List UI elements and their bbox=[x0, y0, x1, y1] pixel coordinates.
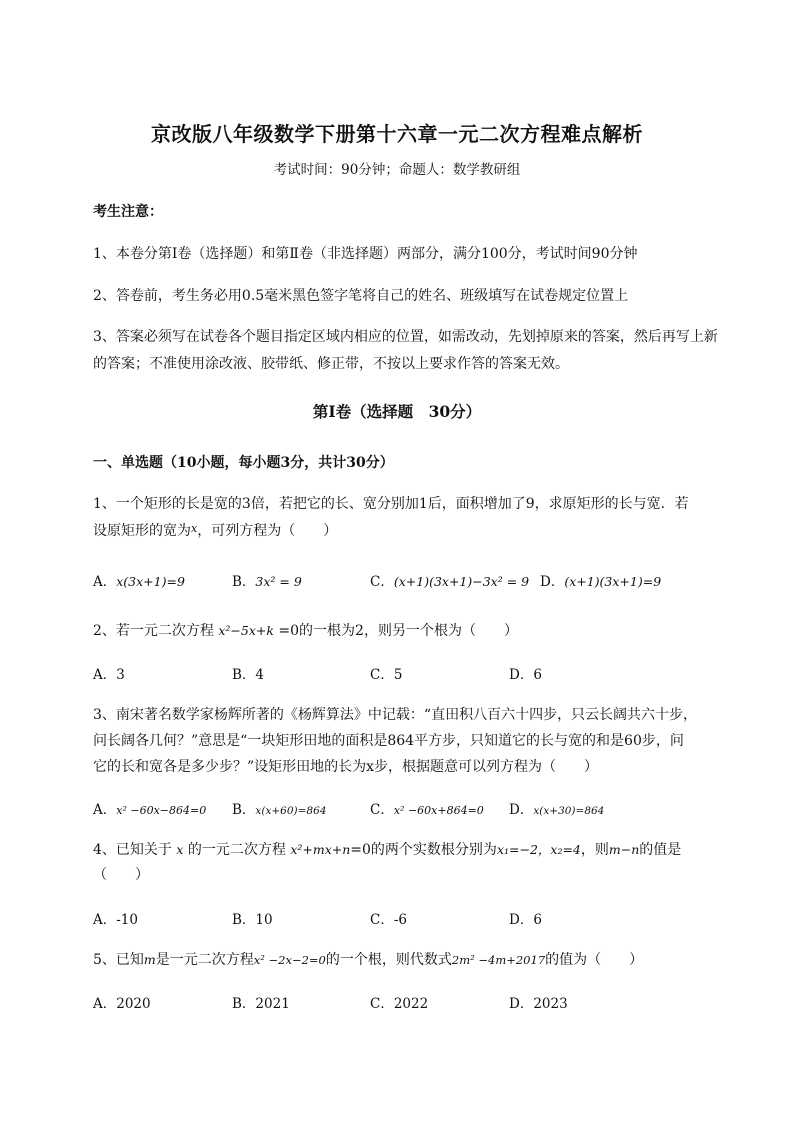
q1-variable: x bbox=[191, 522, 198, 535]
q4-option-d[interactable]: D．6 bbox=[509, 912, 542, 928]
q1-option-d-math: (x+1)(3x+1)=9 bbox=[564, 574, 662, 589]
q5-option-b[interactable]: B．2021 bbox=[232, 996, 290, 1012]
q5-equation: x² −2x−2=0 bbox=[253, 953, 326, 967]
q4-stem-pre: 4、已知关于 bbox=[93, 842, 177, 858]
q4-stem-line-2: （ ） bbox=[93, 867, 149, 883]
q2-option-b[interactable]: B．4 bbox=[232, 667, 265, 683]
q5-option-d[interactable]: D．2023 bbox=[509, 996, 568, 1012]
q5-stem-mid2: 的一个根，则代数式 bbox=[325, 952, 452, 968]
q4-stem-mid3: ，则 bbox=[580, 842, 609, 858]
q3-stem-line-3: 它的长和宽各是多少步？”设矩形田地的长为x步，根据题意可以列方程为（ ） bbox=[93, 759, 599, 775]
q3-stem-line-2: 问长阔各几何？”意思是“一块矩形田地的面积是864平方步，只知道它的长与宽的和是60步，问 bbox=[93, 733, 684, 749]
q3-option-d[interactable] bbox=[509, 798, 604, 818]
notice-item-2: 2、答卷前，考生务必用0.5毫米黑色签字笔将自己的姓名、班级填写在试卷规定位置上 bbox=[93, 288, 629, 304]
notice-item-3-line-1: 3、答案必须写在试卷各个题目指定区域内相应的位置，如需改动，先划掉原来的答案，然后再写上新 bbox=[93, 329, 718, 345]
page-subtitle: 考试时间：90分钟；命题人：数学教研组 bbox=[273, 162, 521, 178]
q1-stem-pre: 设原矩形的宽为 bbox=[93, 523, 191, 539]
q4-expression: m−n bbox=[608, 842, 640, 857]
q3-option-d-math: x(x+30)=864 bbox=[533, 805, 605, 817]
q4-stem-post: 的值是 bbox=[639, 842, 682, 858]
q4-stem-mid2: =0的两个实数根分别为 bbox=[350, 842, 497, 858]
q1-option-b-math: 3x² = 9 bbox=[255, 574, 302, 589]
q4-option-b[interactable]: B．10 bbox=[232, 912, 273, 928]
q1-option-a[interactable] bbox=[93, 570, 185, 590]
q1-option-a-math: x(3x+1)=9 bbox=[116, 574, 185, 589]
q2-option-d[interactable]: D．6 bbox=[509, 667, 542, 683]
q1-option-c[interactable] bbox=[370, 570, 529, 590]
q1-option-d[interactable] bbox=[540, 570, 661, 590]
q3-option-a-label: A． bbox=[93, 802, 117, 818]
q2-equation: x²−5x+k bbox=[218, 623, 274, 638]
q2-option-c[interactable]: C．5 bbox=[370, 667, 403, 683]
q5-option-a[interactable]: A．2020 bbox=[93, 996, 151, 1012]
q3-option-b-label: B． bbox=[232, 802, 256, 818]
q3-option-c-math: x² −60x+864=0 bbox=[393, 804, 484, 817]
section-title: 第Ⅰ卷（选择题 30分） bbox=[312, 402, 482, 421]
q1-stem-line-2 bbox=[93, 520, 337, 540]
q4-roots: x₁=−2，x₂=4 bbox=[496, 842, 581, 857]
q2-option-a[interactable]: A．3 bbox=[93, 667, 125, 683]
q4-stem-mid: 的一元二次方程 bbox=[183, 842, 291, 858]
q3-stem-line-1: 3、南宋著名数学家杨辉所著的《杨辉算法》中记载：“直田积八百六十四步，只云长阔共六十步， bbox=[93, 707, 698, 723]
q3-option-c[interactable] bbox=[370, 798, 484, 818]
q1-option-b-label: B． bbox=[232, 574, 256, 590]
q1-option-d-label: D． bbox=[540, 574, 565, 590]
q3-option-b-math: x(x+60)=864 bbox=[255, 805, 327, 817]
page-title: 京改版八年级数学下册第十六章一元二次方程难点解析 bbox=[151, 122, 643, 146]
q5-option-c[interactable]: C．2022 bbox=[370, 996, 429, 1012]
q3-option-a[interactable] bbox=[93, 798, 206, 818]
q3-option-a-math: x² −60x−864=0 bbox=[116, 804, 207, 817]
q3-option-c-label: C． bbox=[370, 802, 394, 818]
q5-stem-post: 的值为（ ） bbox=[545, 952, 644, 968]
q4-option-a[interactable]: A．-10 bbox=[93, 912, 138, 928]
q3-option-d-label: D． bbox=[509, 802, 534, 818]
q5-variable: m bbox=[143, 952, 156, 967]
q2-stem bbox=[93, 620, 518, 640]
q1-option-c-label: C． bbox=[370, 574, 394, 590]
notice-heading: 考生注意： bbox=[93, 204, 163, 220]
q2-stem-post: =0的一根为2，则另一个根为（ ） bbox=[273, 623, 518, 639]
q1-option-b[interactable] bbox=[232, 570, 302, 590]
q5-expression: 2m² −4m+2017 bbox=[451, 953, 546, 967]
q4-variable: x bbox=[176, 842, 184, 857]
q4-stem-line-1 bbox=[93, 839, 681, 859]
q1-option-c-math: (x+1)(3x+1)−3x² = 9 bbox=[393, 574, 530, 589]
notice-item-1: 1、本卷分第Ⅰ卷（选择题）和第Ⅱ卷（非选择题）两部分，满分100分，考试时间90分钟 bbox=[93, 246, 638, 262]
q3-option-b[interactable] bbox=[232, 798, 326, 818]
q1-stem-line-1: 1、一个矩形的长是宽的3倍，若把它的长、宽分别加1后，面积增加了9，求原矩形的长与宽．若 bbox=[93, 496, 689, 512]
q5-stem-mid: 是一元二次方程 bbox=[155, 952, 254, 968]
q4-option-c[interactable]: C．-6 bbox=[370, 912, 407, 928]
q5-stem bbox=[93, 949, 643, 969]
q2-stem-pre: 2、若一元二次方程 bbox=[93, 623, 219, 639]
q4-equation: x²+mx+n bbox=[290, 842, 351, 857]
q1-option-a-label: A． bbox=[93, 574, 117, 590]
q1-stem-post: ，可列方程为（ ） bbox=[197, 523, 338, 539]
q5-stem-pre: 5、已知 bbox=[93, 952, 144, 968]
part-title: 一、单选题（10小题，每小题3分，共计30分） bbox=[93, 455, 394, 471]
notice-item-3-line-2: 的答案；不准使用涂改液、胶带纸、修正带，不按以上要求作答的答案无效。 bbox=[93, 356, 569, 372]
